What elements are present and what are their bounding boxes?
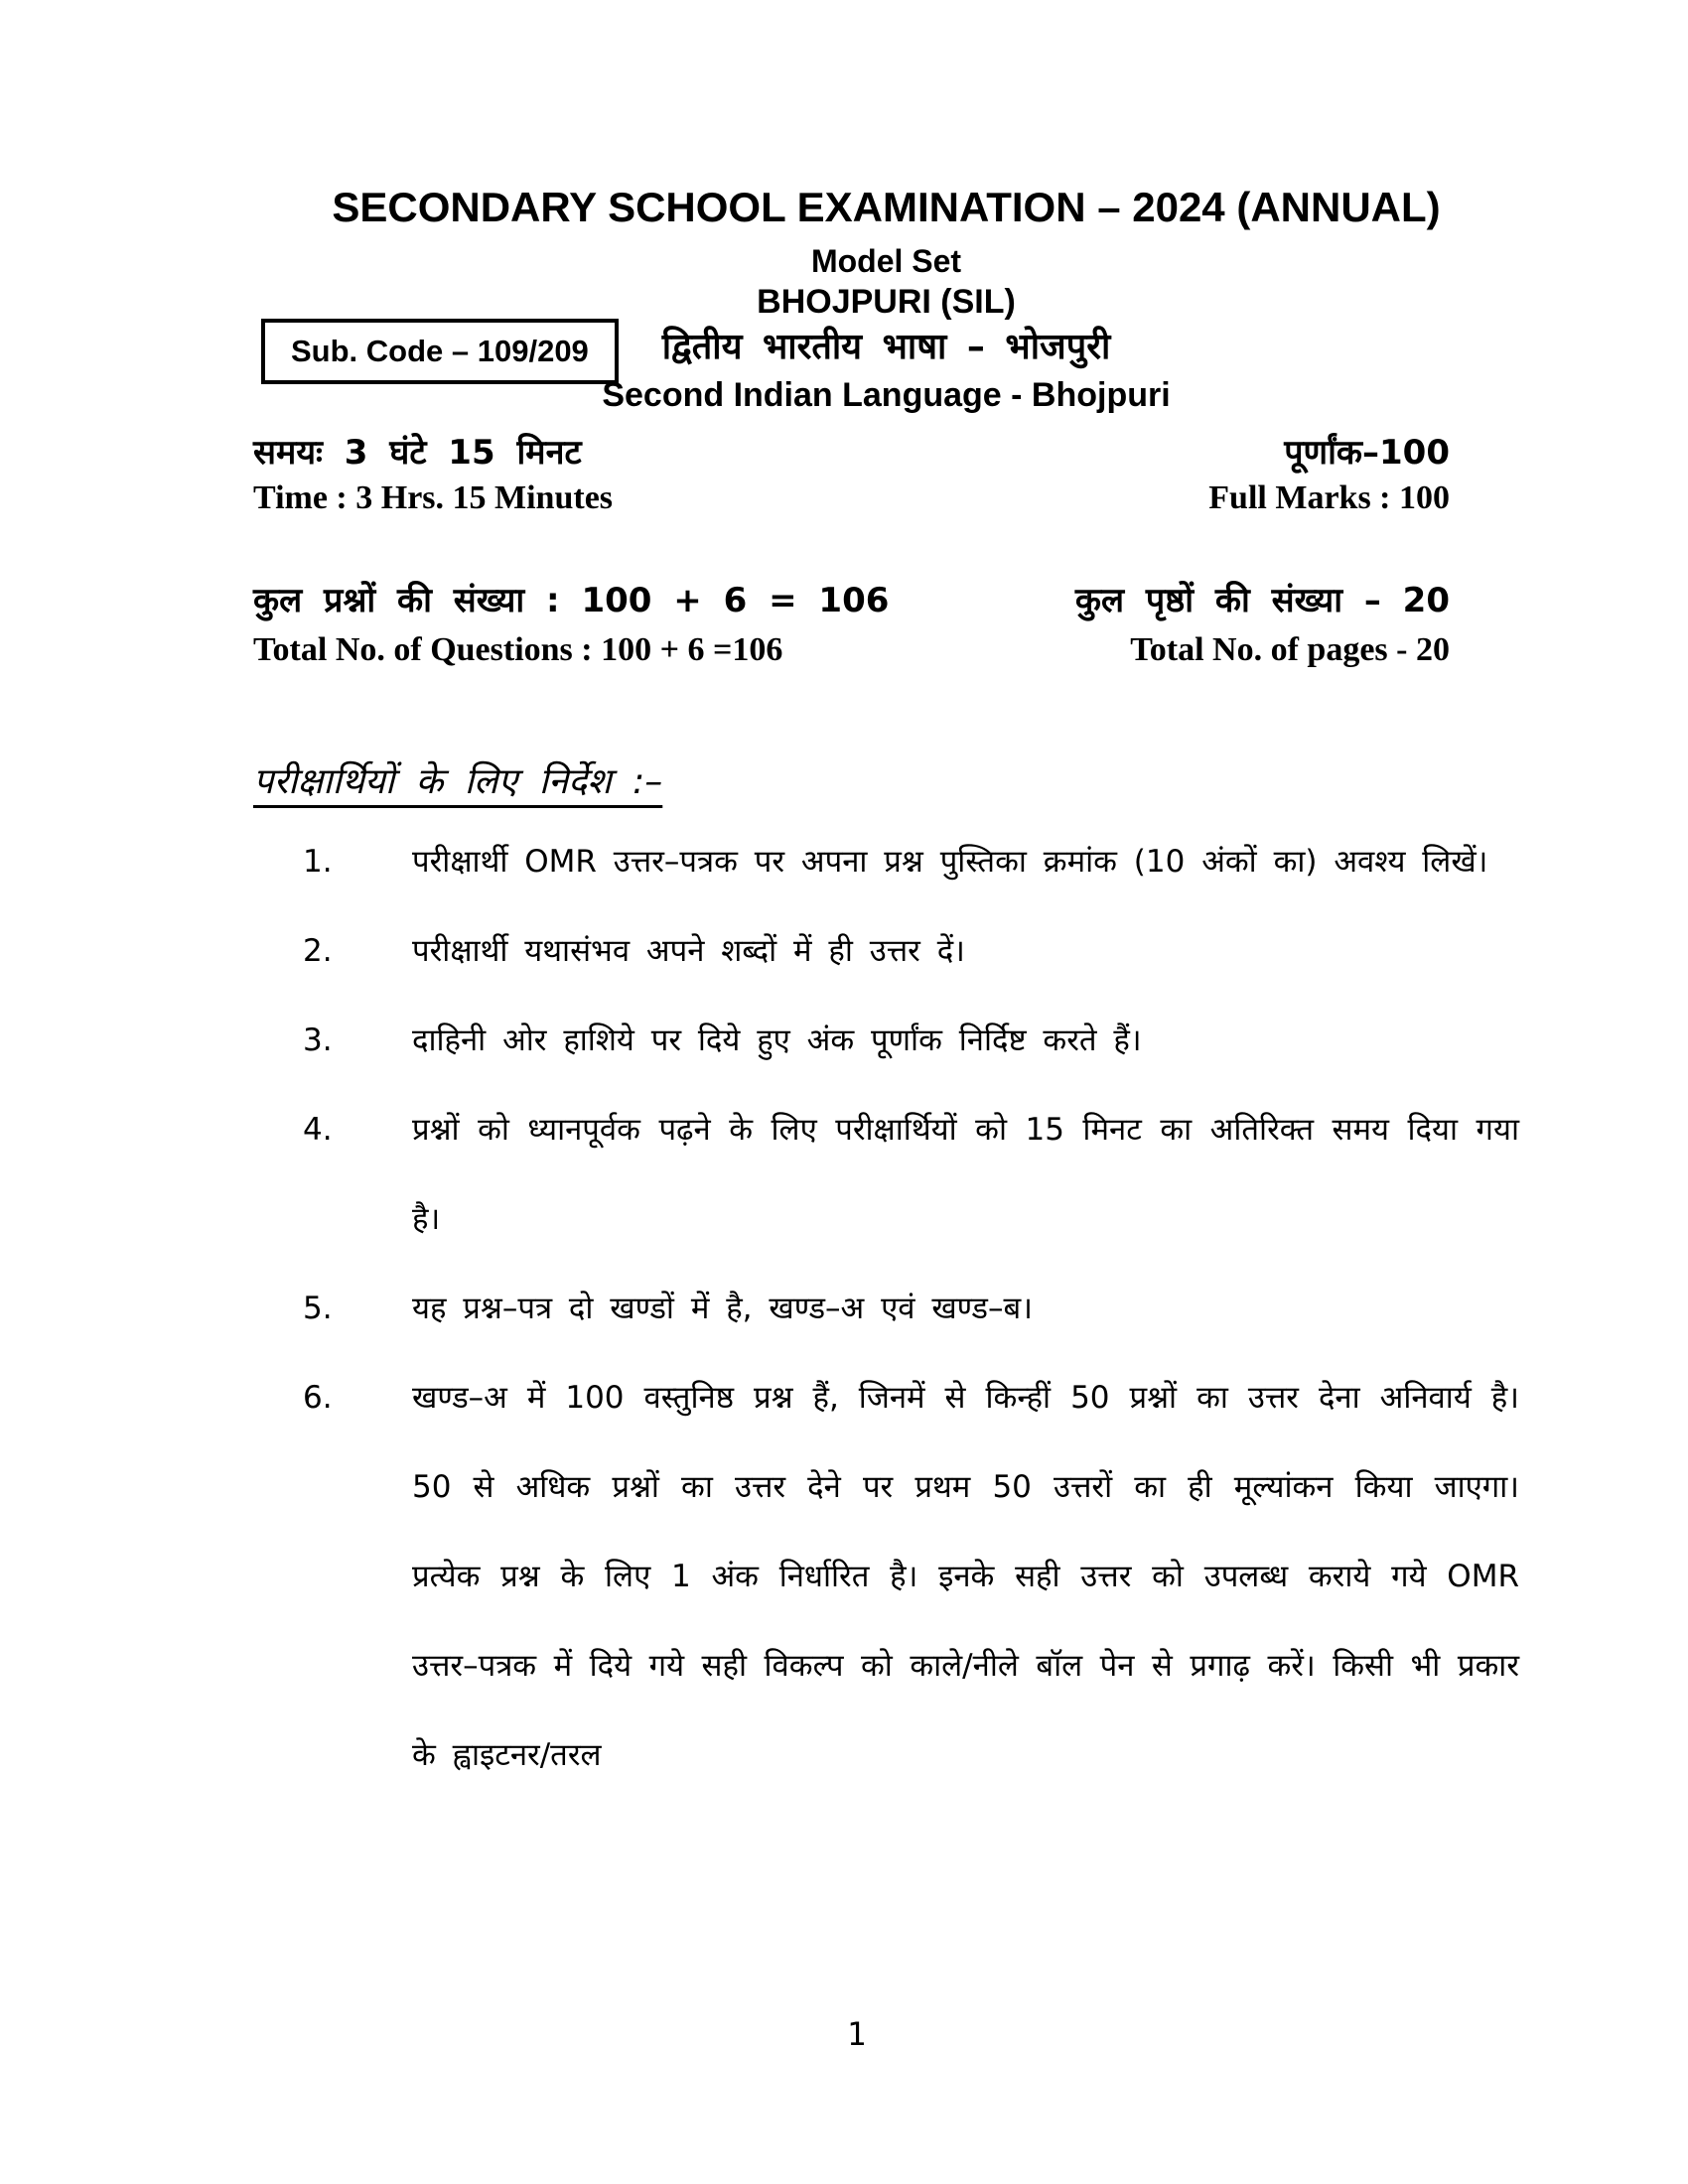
sub-code-label: Sub. Code – 109/209 xyxy=(291,334,589,368)
total-pages-english: Total No. of pages - 20 xyxy=(1130,631,1450,668)
model-set-label: Model Set xyxy=(810,243,962,279)
instruction-number: 1. xyxy=(303,844,333,880)
instruction-item xyxy=(253,996,1519,1085)
page-title: SECONDARY SCHOOL EXAMINATION – 2024 (ANNUAL) xyxy=(332,184,1441,230)
totals-row-english xyxy=(253,625,1450,675)
time-marks-row-hindi xyxy=(253,430,1450,476)
instruction-item xyxy=(253,906,1519,996)
subject-name: BHOJPURI (SIL) xyxy=(757,283,1016,321)
instruction-number: 5. xyxy=(303,1291,333,1326)
instruction-text: परीक्षार्थी OMR उत्तर–पत्रक पर अपना प्रश्न पुस्तिका क्रमांक (10 अंकों का) अवश्य लिखें। xyxy=(412,844,1488,880)
instruction-number: 3. xyxy=(303,1023,333,1058)
total-pages-hindi: कुल पृष्ठों की संख्या – 20 xyxy=(1074,581,1450,620)
instruction-text: यह प्रश्न–पत्र दो खण्डों में है, खण्ड–अ एवं खण्ड–ब। xyxy=(412,1291,1033,1326)
totals-row-hindi xyxy=(253,576,1450,625)
page-content xyxy=(253,184,1519,1800)
full-marks-hindi: पूर्णांक–100 xyxy=(1284,433,1450,473)
total-questions-english: Total No. of Questions : 100 + 6 =106 xyxy=(253,631,783,668)
header-block xyxy=(253,241,1519,418)
instruction-item xyxy=(253,1353,1519,1800)
instruction-item xyxy=(253,817,1519,906)
instructions-list xyxy=(253,817,1519,1800)
time-label-hindi: समयः 3 घंटे 15 मिनट xyxy=(253,433,582,473)
instruction-text: खण्ड–अ में 100 वस्तुनिष्ठ प्रश्न हैं, जिनमें से किन्हीं 50 प्रश्नों का उत्तर देना अनिवार्य है। 50 से अधिक प्रश्नों का उत्तर देने पर प्रथम 50 उत्तरों का ही मूल्यांकन किया जाएगा। प्रत्येक प्रश्न के लिए 1 अंक निर्धारित है। इनके सही उत्तर को उपलब्ध कराये गये OMR उत्तर–पत्रक में दिये गये सही विकल्प को काले/नीले बॉल पेन से प्रगाढ़ करें। किसी भी प्रकार के ह्वाइटनर/तरल xyxy=(412,1380,1519,1773)
total-questions-hindi: कुल प्रश्नों की संख्या : 100 + 6 = 106 xyxy=(253,581,890,620)
full-marks-english: Full Marks : 100 xyxy=(1208,479,1450,516)
instruction-number: 4. xyxy=(303,1112,333,1148)
instruction-number: 6. xyxy=(303,1380,333,1416)
instruction-item xyxy=(253,1085,1519,1264)
time-label-english: Time : 3 Hrs. 15 Minutes xyxy=(253,479,614,516)
subject-name-english: Second Indian Language - Bhojpuri xyxy=(602,376,1171,414)
time-marks-row-english xyxy=(253,476,1450,521)
instruction-number: 2. xyxy=(303,933,333,969)
instructions-heading: परीक्षार्थियों के लिए निर्देश :– xyxy=(253,761,663,802)
instruction-text: परीक्षार्थी यथासंभव अपने शब्दों में ही उत्तर दें। xyxy=(412,933,965,969)
instruction-text: दाहिनी ओर हाशिये पर दिये हुए अंक पूर्णांक निर्दिष्ट करते हैं। xyxy=(412,1023,1142,1058)
page-number: 1 xyxy=(846,2015,867,2053)
subject-name-hindi: द्वितीय भारतीय भाषा – भोजपुरी xyxy=(661,327,1111,367)
instruction-item xyxy=(253,1264,1519,1353)
sub-code-box xyxy=(261,319,619,384)
instruction-text: प्रश्नों को ध्यानपूर्वक पढ़ने के लिए परीक्षार्थियों को 15 मिनट का अतिरिक्त समय दिया गया है। xyxy=(412,1112,1519,1237)
